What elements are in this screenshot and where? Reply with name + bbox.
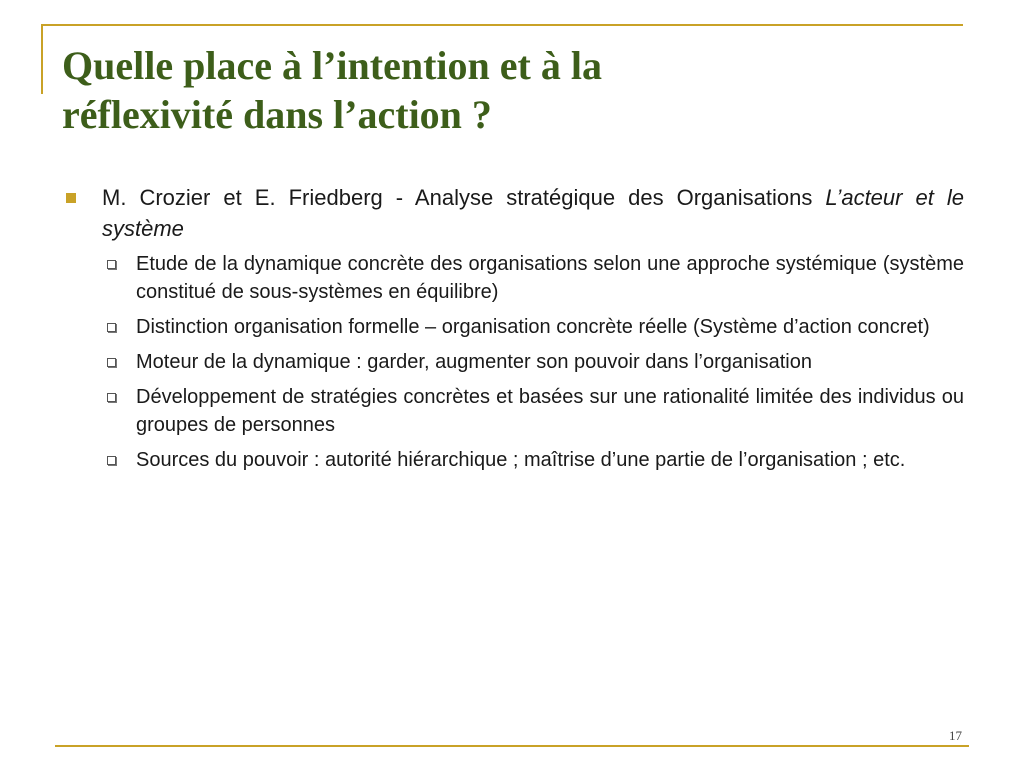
main-bullet-text (102, 185, 964, 241)
sub-bullet-text: Moteur de la dynamique : garder, augmenter son pouvoir dans l’organisation (136, 351, 812, 373)
main-bullet-label: M. Crozier et E. Friedberg - Analyse stratégique des Organisations (102, 185, 813, 210)
sub-bullet-item (102, 313, 964, 341)
hollow-square-bullet-icon (107, 456, 116, 465)
slide-content (62, 182, 964, 481)
frame-top-line (41, 24, 963, 26)
hollow-square-bullet-icon (107, 260, 116, 269)
hollow-square-bullet-icon (107, 393, 116, 402)
main-bullet-item (62, 182, 964, 474)
book-title: L’acteur et le système (102, 185, 965, 241)
slide-title-line-1: Quelle place à l’intention et à la (62, 43, 602, 88)
hollow-square-bullet-icon (107, 323, 116, 332)
sub-bullet-text: Sources du pouvoir : autorité hiérarchique ; maîtrise d’une partie de l’organisation ; etc. (136, 449, 906, 471)
sub-bullet-text: Etude de la dynamique concrète des organisations selon une approche systémique (système constitué de sous-systèmes en équilibre) (136, 253, 964, 303)
square-bullet-icon (66, 193, 76, 203)
page-number: 17 (949, 728, 962, 743)
sub-bullet-text: Développement de stratégies concrètes et basées sur une rationalité limitée des individus ou groupes de personnes (136, 386, 964, 436)
frame-bottom-line (55, 745, 969, 747)
slide-title (62, 42, 942, 140)
hollow-square-bullet-icon (107, 358, 116, 367)
sub-bullet-item (102, 383, 964, 439)
sub-bullet-list (102, 250, 964, 474)
slide-title-line-2: réflexivité dans l’action ? (62, 91, 492, 137)
sub-bullet-text: Distinction organisation formelle – organisation concrète réelle (Système d’action concret) (136, 316, 930, 338)
sub-bullet-item (102, 250, 964, 306)
frame-left-line (41, 24, 43, 94)
sub-bullet-item (102, 446, 964, 474)
sub-bullet-item (102, 348, 964, 376)
